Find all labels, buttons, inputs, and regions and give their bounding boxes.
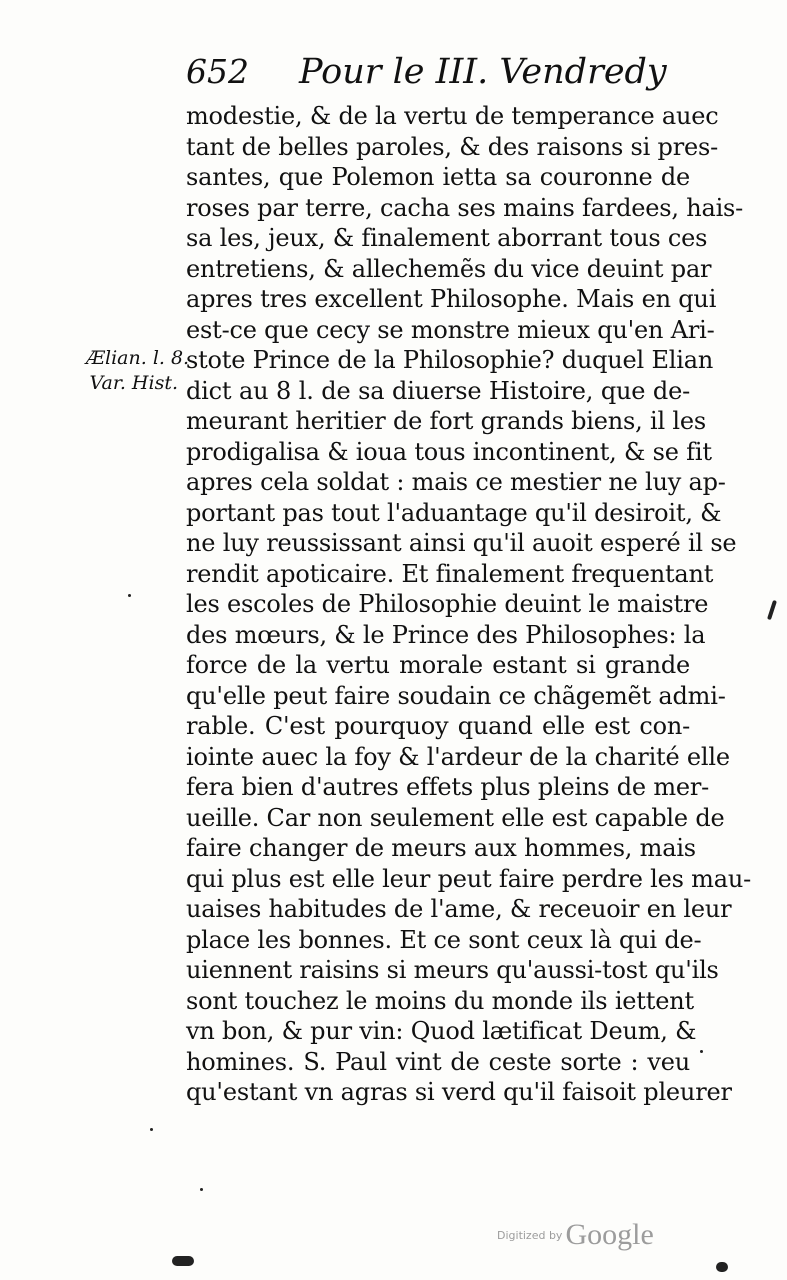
page-number: 652	[186, 52, 249, 91]
text-line: faire changer de meurs aux hommes, mais	[186, 834, 696, 862]
text-line: uaises habitudes de l'ame, & receuoir en leur	[186, 895, 732, 923]
text-line: portant pas tout l'aduantage qu'il desiroit, &	[186, 498, 722, 527]
text-line: apres cela soldat : mais ce mestier ne luy ap-	[186, 468, 726, 496]
text-line: rendit apoticaire. Et finalement frequentant	[186, 559, 714, 588]
margin-note	[86, 346, 190, 396]
text-line: les escoles de Philosophie deuint le maistre	[186, 590, 709, 618]
text-line: rable. C'est pourquoy quand elle est con-	[186, 712, 690, 740]
text-line: fera bien d'autres effets plus pleins de mer-	[186, 773, 710, 801]
text-line: qu'elle peut faire soudain ce chãgemẽt admi-	[186, 681, 726, 710]
text-line: dict au 8 l. de sa diuerse Histoire, que de-	[186, 376, 690, 405]
scan-speck	[700, 1050, 703, 1053]
margin-note-line: Ælian. l. 8.	[86, 347, 190, 369]
text-line: meurant heritier de fort grands biens, il les	[186, 407, 706, 435]
text-line: uiennent raisins si meurs qu'aussi-tost qu'ils	[186, 956, 719, 984]
text-line: vn bon, & pur vin: Quod lætificat Deum, &	[186, 1017, 697, 1045]
scan-speck	[767, 600, 777, 620]
text-line: santes, que Polemon ietta sa couronne de	[186, 163, 690, 191]
text-line: ueille. Car non seulement elle est capable de	[186, 803, 725, 832]
digitized-by-google-watermark	[497, 1218, 654, 1252]
text-line: sont touchez le moins du monde ils iettent	[186, 986, 694, 1015]
watermark-small-text: Digitized by	[497, 1228, 563, 1242]
text-line: prodigalisa & ioua tous incontinent, & se fit	[186, 437, 712, 466]
running-title: Pour le III. Vendredy	[299, 52, 667, 92]
scan-speck	[716, 1262, 728, 1272]
text-line: homines. S. Paul vint de ceste sorte : veu	[186, 1047, 690, 1076]
text-line: stote Prince de la Philosophie? duquel Elian	[186, 346, 714, 374]
text-line: roses par terre, cacha ses mains fardees, hais-	[186, 193, 744, 222]
text-line: iointe auec la foy & l'ardeur de la charité elle	[186, 742, 730, 771]
text-line: ne luy reussissant ainsi qu'il auoit esperé il se	[186, 529, 737, 557]
body-text	[186, 101, 752, 1108]
text-line: qui plus est elle leur peut faire perdre les mau-	[186, 864, 752, 893]
text-line: force de la vertu morale estant si grande	[186, 651, 690, 679]
scan-speck	[150, 1128, 153, 1131]
text-line: entretiens, & allechemẽs du vice deuint par	[186, 254, 712, 283]
text-line: qu'estant vn agras si verd qu'il faisoit pleurer	[186, 1078, 732, 1106]
text-line: est-ce que cecy se monstre mieux qu'en Ari-	[186, 315, 715, 344]
scan-speck	[128, 594, 131, 597]
text-line: apres tres excellent Philosophe. Mais en qui	[186, 285, 717, 313]
text-line: place les bonnes. Et ce sont ceux là qui de-	[186, 925, 702, 954]
scan-speck	[200, 1188, 203, 1191]
text-line: des mœurs, & le Prince des Philosophes: la	[186, 620, 706, 649]
scan-speck	[172, 1256, 194, 1266]
margin-note-line: Var. Hist.	[89, 372, 178, 394]
text-line: sa les, jeux, & finalement aborrant tous ces	[186, 224, 708, 252]
text-line: tant de belles paroles, & des raisons si pres-	[186, 132, 719, 161]
text-line: modestie, & de la vertu de temperance auec	[186, 102, 719, 130]
page-header	[186, 52, 706, 100]
google-logo: Google	[565, 1218, 654, 1251]
